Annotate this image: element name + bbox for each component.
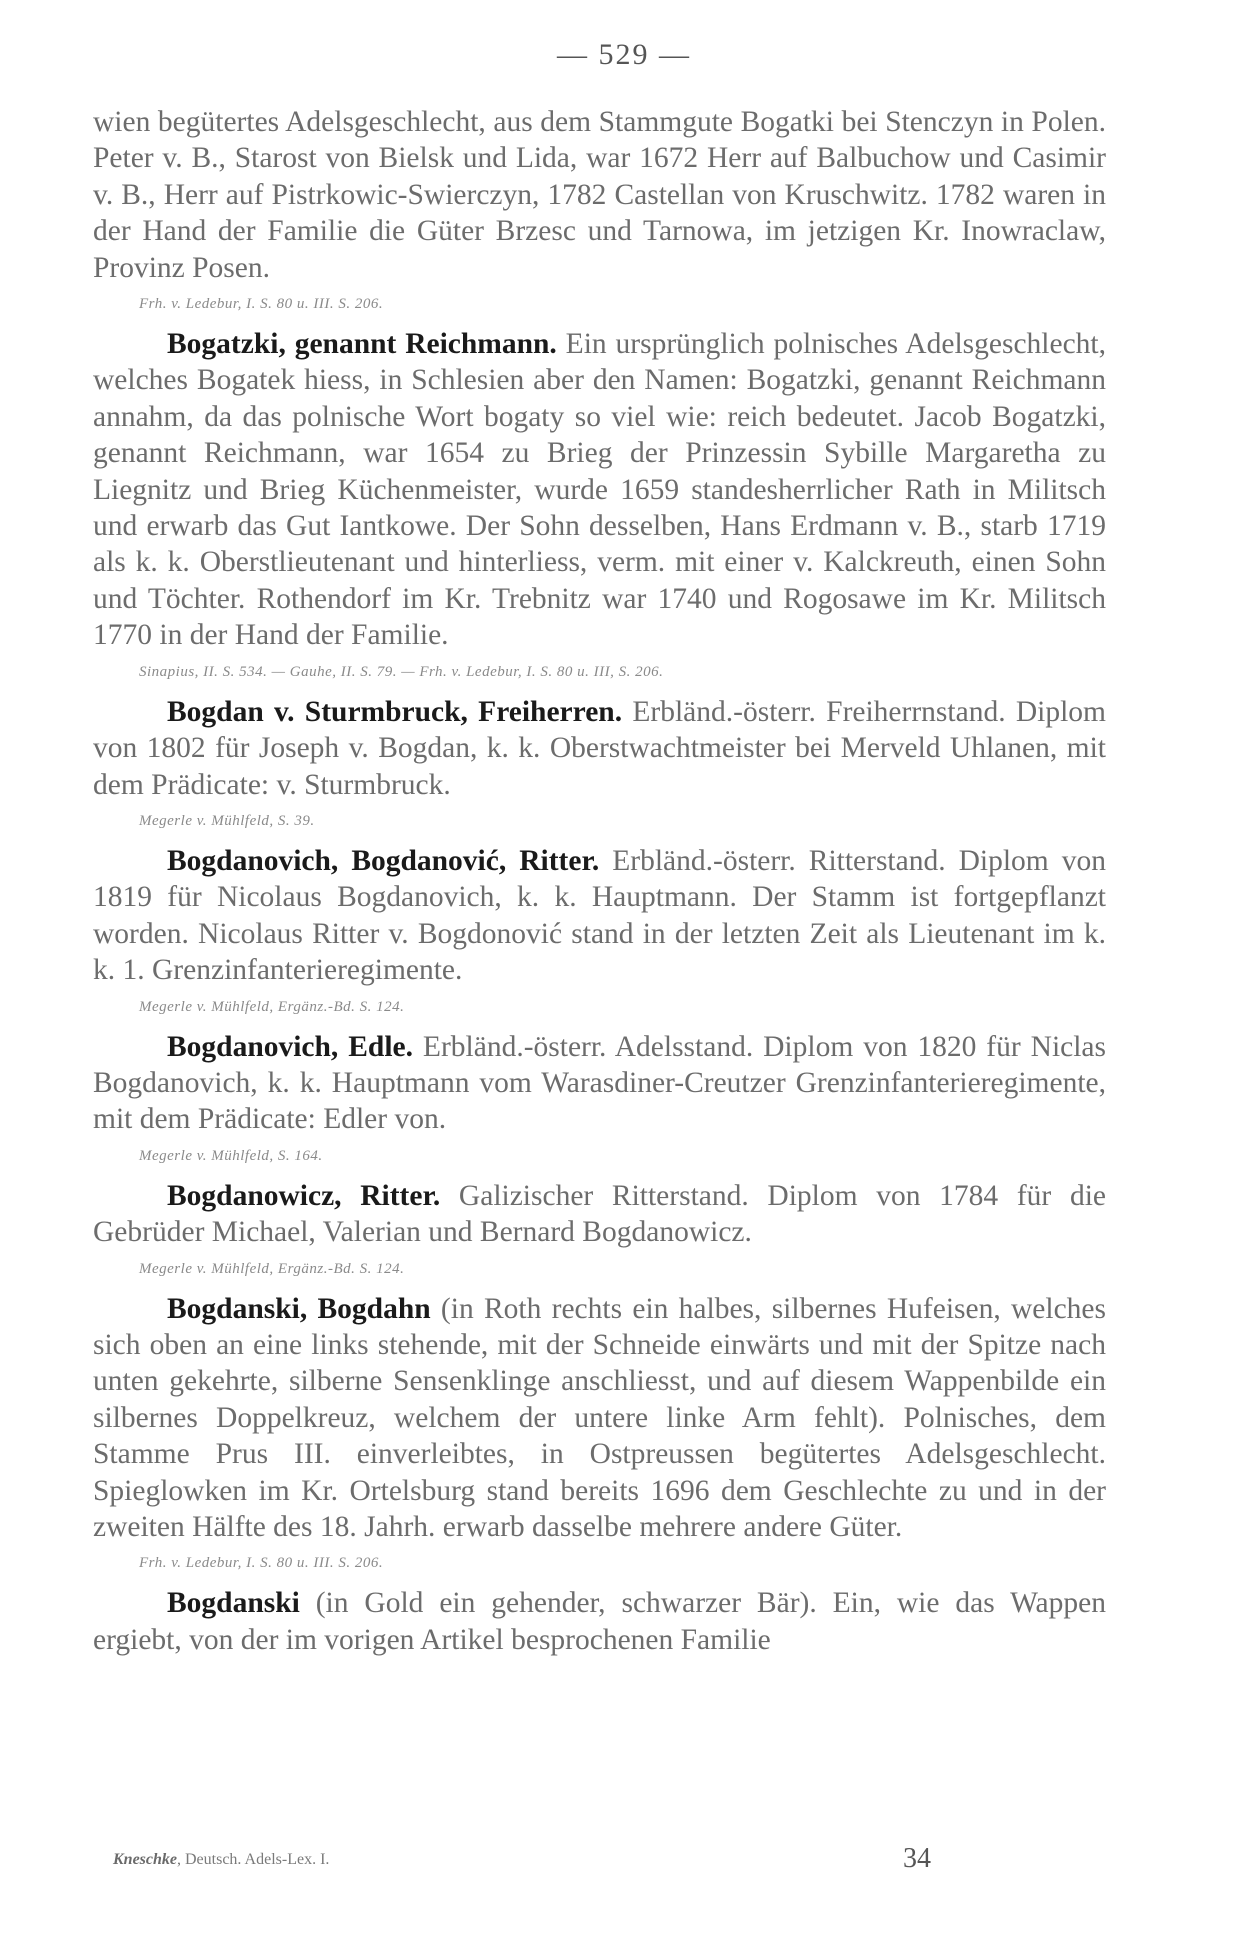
page-body (93, 104, 1106, 1658)
entry-text: (in Roth rechts ein halbes, silbernes Hufeisen, welches sich oben an eine links stehende, mit der Schneide einwärts und mit der Spitze nach unten gekehrte, silberne Sensenklinge anschliesst, und auf diesem Wappenbilde ein silbernes Doppelkreuz, welchem der untere linke Arm fehlt). Polnisches, dem Stamme Prus III. einverleibtes, in Ostpreussen begütertes Adelsgeschlecht. Spieglowken im Kr. Ortelsburg stand bereits 1696 dem Geschlechte zu und in der zweiten Hälfte des 18. Jahrh. erwarb dasselbe mehrere andere Güter. (93, 1292, 1107, 1543)
entry-bogatzki (93, 326, 1106, 654)
entry-bogdan-sturmbruck (93, 694, 1106, 803)
entry-bogdanski (93, 1585, 1106, 1658)
source-citation: Megerle v. Mühlfeld, S. 164. (139, 1147, 323, 1164)
signature-work: , Deutsch. Adels-Lex. I. (177, 1851, 330, 1868)
page-signature (113, 1843, 1013, 1874)
entry-heading: Bogdanovich, Edle. (167, 1030, 413, 1063)
source-citation: Megerle v. Mühlfeld, Ergänz.-Bd. S. 124. (139, 1260, 405, 1277)
entry-text: Ein ursprünglich polnisches Adelsgeschlecht, welches Bogatek hiess, in Schlesien aber den Namen: Bogatzki, genannt Reichmann annahm, da das polnische Wort bogaty so viel wie: reich bedeutet. Jacob Bogatzki, genannt Reichmann, war 1654 zu Brieg der Prinzessin Sybille Margaretha zu Liegnitz und Brieg Küchenmeister, wurde 1659 standesherrlicher Rath in Militsch und erwarb das Gut Iantkowe. Der Sohn desselben, Hans Erdmann v. B., starb 1719 als k. k. Oberstlieutenant und hinterliess, verm. mit einer v. Kalckreuth, einen Sohn und Töchter. Rothendorf im Kr. Trebnitz war 1740 und Rogosawe im Kr. Militsch 1770 in der Hand der Familie. (93, 328, 1106, 652)
source-citation: Megerle v. Mühlfeld, S. 39. (139, 812, 315, 829)
entry-heading: Bogdanovich, Bogdanović, Ritter. (167, 844, 600, 877)
entry-heading: Bogdanski, Bogdahn (167, 1292, 431, 1325)
entry-bogdanowicz (93, 1178, 1106, 1251)
source-citation: Frh. v. Ledebur, I. S. 80 u. III. S. 206. (139, 296, 384, 313)
page-number: — 529 — (557, 38, 691, 71)
signature-author: Kneschke (113, 1851, 177, 1868)
entry-heading: Bogdan v. Sturmbruck, Freiherren. (167, 695, 623, 728)
entry-bogdanovich-edle (93, 1029, 1106, 1138)
entry-text: (in Gold ein gehender, schwarzer Bär). Ein, wie das Wappen ergiebt, von der im vorigen Artikel besprochenen Familie (93, 1587, 1106, 1656)
source-citation: Frh. v. Ledebur, I. S. 80 u. III. S. 206. (139, 1555, 384, 1572)
source-citation: Sinapius, II. S. 534. — Gauhe, II. S. 79. — Frh. v. Ledebur, I. S. 80 u. III, S. 206. (139, 663, 664, 680)
entry-text: Erbländ.-österr. Adelsstand. Diplom von 1820 für Niclas Bogdanovich, k. k. Hauptmann vom Warasdiner-Creutzer Grenzinfanterieregimente, mit dem Prädicate: Edler von. (93, 1030, 1106, 1136)
entry-heading: Bogdanowicz, Ritter. (167, 1179, 441, 1212)
paragraph-text: wien begütertes Adelsgeschlecht, aus dem Stammgute Bogatki bei Stenczyn in Polen. Peter v. B., Starost von Bielsk und Lida, war 1672 Herr auf Balbuchow und Casimir v. B., Herr auf Pistrkowic-Swierczyn, 1782 Castellan von Kruschwitz. 1782 waren in der Hand der Familie die Güter Brzesc und Tarnowa, im jetzigen Kr. Inowraclaw, Provinz Posen. (93, 106, 1106, 284)
entry-text: Galizischer Ritterstand. Diplom von 1784 für die Gebrüder Michael, Valerian und Bernard Bogdanowicz. (93, 1179, 1106, 1249)
entry-heading: Bogdanski (167, 1587, 300, 1620)
signature-number: 34 (903, 1843, 931, 1874)
entry-bogdanski-bogdahn (93, 1291, 1106, 1546)
entry-text: Erbländ.-österr. Ritterstand. Diplom von 1819 für Nicolaus Bogdanovich, k. k. Hauptmann. Der Stamm ist fortgepflanzt worden. Nicolaus Ritter v. Bogdonović stand in der letzten Zeit als Lieutenant im k. k. 1. Grenzinfanterieregimente. (93, 844, 1107, 987)
entry-text: Erbländ.-österr. Freiherrnstand. Diplom von 1802 für Joseph v. Bogdan, k. k. Oberstwachtmeister bei Merveld Uhlanen, mit dem Prädicate: v. Sturmbruck. (93, 695, 1106, 801)
entry-heading: Bogatzki, genannt Reichmann. (167, 328, 557, 361)
continuation-paragraph (93, 104, 1106, 286)
source-citation: Megerle v. Mühlfeld, Ergänz.-Bd. S. 124. (139, 998, 405, 1015)
entry-bogdanovich-ritter (93, 843, 1106, 989)
